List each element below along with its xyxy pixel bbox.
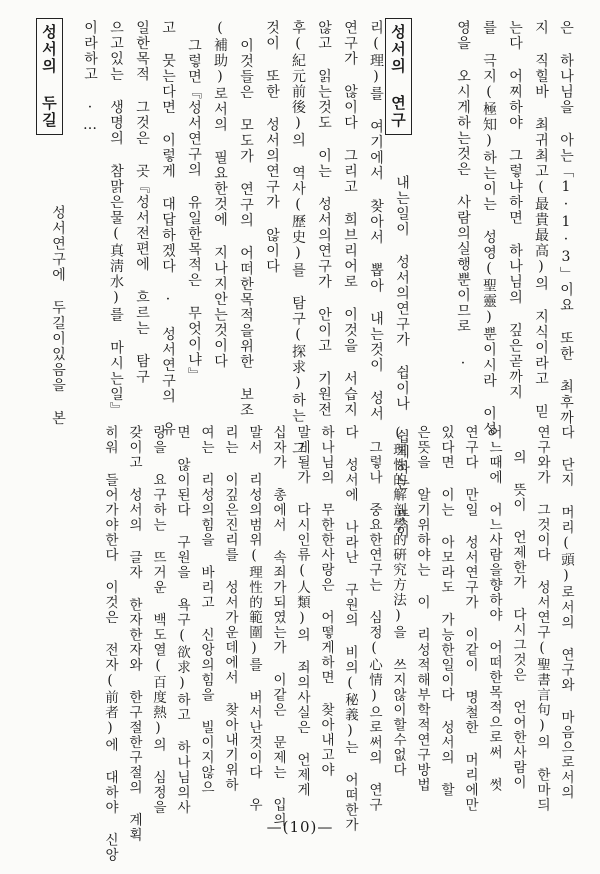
lower-column-15: 리는 이깊은진리를 성서가운데에서 찾아내기위하 — [222, 425, 238, 793]
upper-column-17: 으고있는 생명의 참맑은물(真淸水)를 마시는일』 — [108, 20, 124, 418]
lower-column-19: 갖이고 성서의 글자 한자한자와 한구절한구절의 계획 — [126, 425, 142, 843]
lower-column-20: 히워 들어가야한다 이것은 전자(前者)에 대하야 신앙 — [102, 425, 118, 863]
lower-column-7: 은뜻을 알기위하야는 이 리성적해부학적연구방법 — [414, 425, 430, 793]
lower-column-17: 면 않이된다 구원을 욕구(欲求)하고 하나님의사 — [174, 425, 190, 815]
lower-column-10: 다 성서에 나라난 구원의 비의(秘義)는 어떠한가 — [342, 425, 358, 833]
page-number: —(10)— — [266, 818, 334, 836]
lower-column-13: 십자가 총에서 속죄가되였는가 이같은 문제는 입의 — [270, 425, 286, 828]
lower-column-5: 연구다 만일 성서연구가 이같이 명철한 머리에만 — [462, 425, 478, 813]
lower-column-14: 말서 리성의범위(理性的範圍)를 버서난것이다 우 — [246, 425, 262, 813]
heading-title-box: 성서의 두길 — [36, 18, 63, 135]
upper-column-10: 후(紀元前後)의 역사(歷史)를 탐구(探求)하는 그 — [290, 20, 306, 457]
upper-column-5: 영을 오시게하는것은 사람의실행뿐이므로 . — [455, 20, 471, 369]
upper-column-1: 은 하나님을 아는「1·1·3」이요 또한 최후까 — [558, 20, 574, 426]
lower-column-12: 말게될가 다시인류(人類)의 죄의사실은 언제게 — [294, 425, 310, 798]
upper-column-3: 는다 어찌하야 그렇냐하면 하나님의 깊은곧까지 — [507, 20, 523, 400]
upper-column-16: 일한목적 그것은 곳『성서전편에 흐르는 탐구 — [134, 20, 150, 385]
upper-column-4: 를 극지(極知)하는이는 성영(聖靈)뿐이시라 이성 — [481, 20, 497, 437]
upper-column-8: 연구가 않이다 그리고 희브리어로 이것을 서습지 — [342, 20, 358, 418]
lower-column-16: 여는 리성의힘을 바리고 신앙의힘을 빌이지않으 — [198, 425, 214, 795]
lower-column-1: 다 단지 머리(頭)로서의 연구와 마음으로서의 — [558, 425, 574, 800]
lower-column-3: 의 뜻이 언제한가 다시그것은 언어한사람이 — [510, 450, 526, 790]
upper-column-12: 이것들은 모도가 연구의 어떠한목적을위한 보조 — [238, 38, 254, 418]
upper-column-2: 지 직힐바 최귀최고(最貴最高)의 지식이라고 믿 — [533, 20, 549, 420]
lower-column-9: 그렇나 중요한연구는 심정(心情)으로써의 연구 — [366, 440, 382, 813]
upper-column-6: 내는일이 성서의연구가 쉽이나 쉽게하는 뜻이 — [394, 175, 410, 540]
lower-column-4: 어느때에 어느사람을향하야 어떠한목적으로써 썻 — [486, 425, 502, 793]
lower-column-6: 있다면 이는 아모라도 가능한일이다 성서의 할 — [438, 425, 454, 798]
lower-column-11: 하나님의 무한한사랑은 어떻게하면 찾아내고야 — [318, 425, 334, 778]
heading-text: 성서연구에 두길이있음을 본 — [50, 205, 66, 426]
lower-column-2: 연구와가 그것이다 성서연구(聖書言句)의 한마듸 — [534, 425, 550, 813]
upper-column-13: (補助)로서의 필요한것에 지나지안는것이다 — [212, 20, 228, 369]
upper-column-9: 않고 읽는것도 이는 성서의연구가 안이고 기원전 — [316, 20, 332, 418]
lower-column-18: 랑을 요구하는 뜨거운 백도열(百度熱)의 심정을 — [150, 425, 166, 815]
upper-column-14: 그렇면『성서연구의 유일한목적은 무엇이냐』 — [186, 38, 202, 383]
upper-column-18: 이라하고 ·… — [82, 20, 98, 135]
upper-column-11: 것이 또한 성서의연구가 않이다 — [264, 20, 280, 274]
section-title-box: 성서의 연구 — [385, 18, 412, 135]
upper-column-7: 리(理)를 여기에서 찾아서 뽑아 내는것이 성서 — [368, 20, 384, 422]
upper-column-15: 고 뭇는다면 이렇게 대답하겠다 · 성서연구의 유 — [160, 20, 176, 437]
lower-column-8: (理性的解剖學的硏究方法)을 쓰지않이할수없다 — [390, 425, 406, 778]
